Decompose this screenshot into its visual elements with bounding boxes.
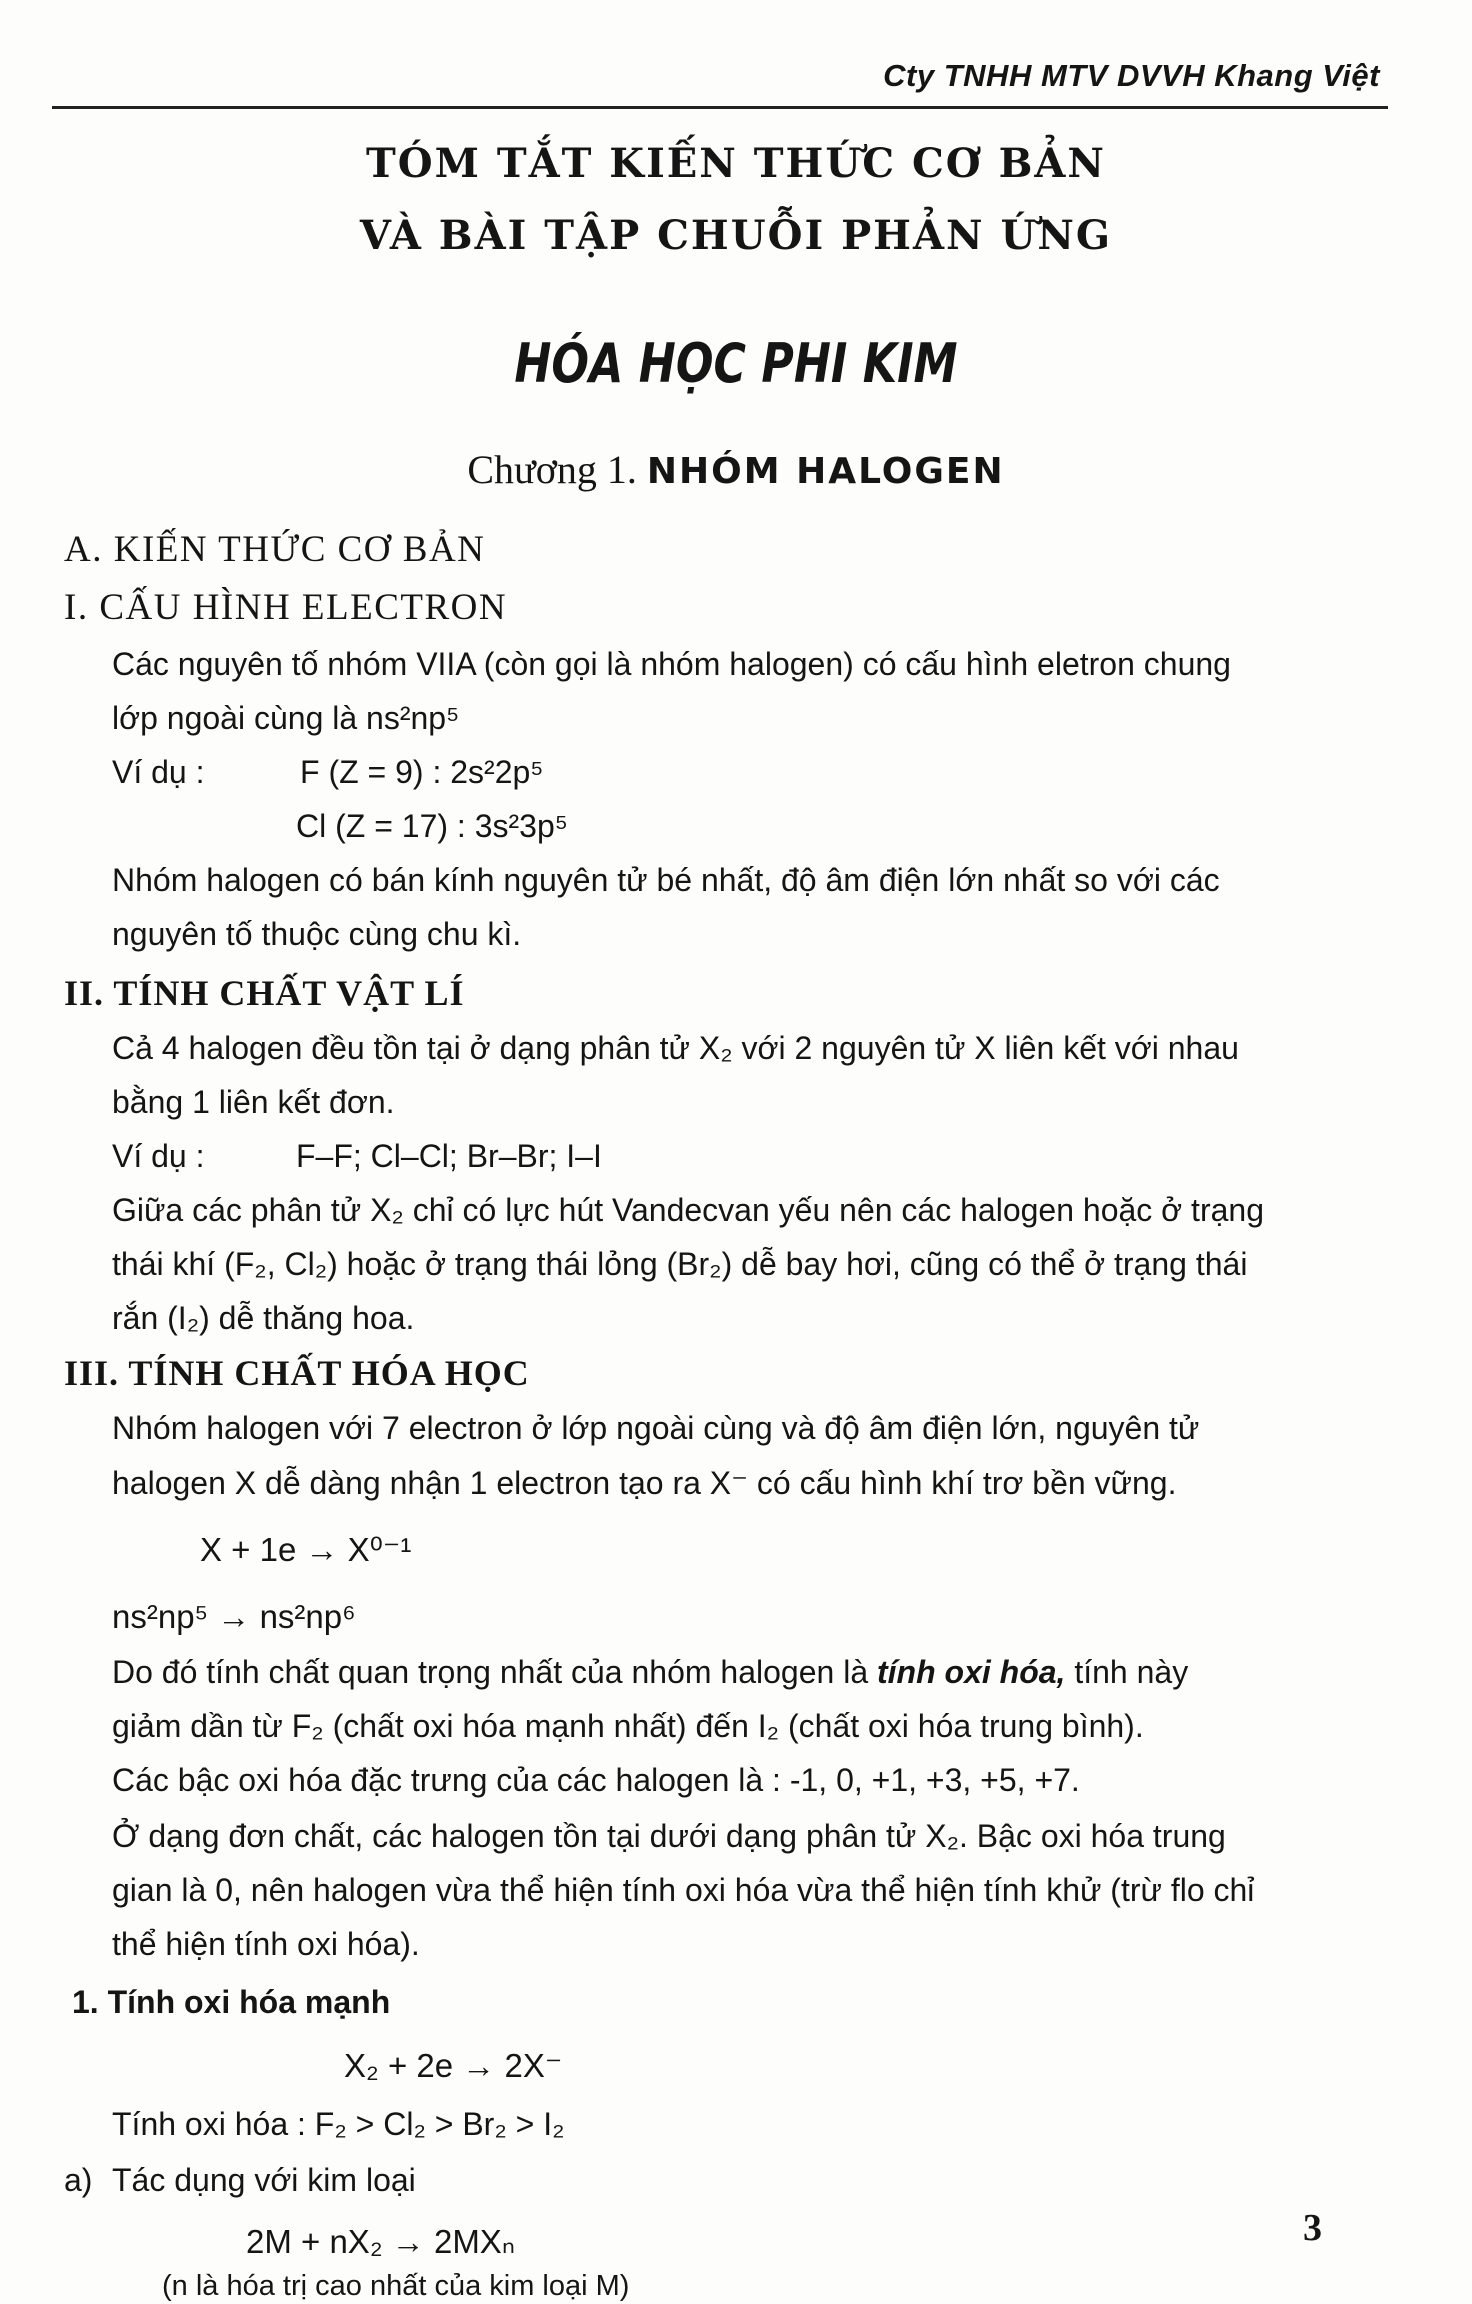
equation: 2M + nX₂ → 2MXₙ <box>246 2223 515 2260</box>
paragraph-line: Nhóm halogen có bán kính nguyên tử bé nhất, độ âm điện lớn nhất so với các <box>112 862 1220 898</box>
paragraph-line: Ở dạng đơn chất, các halogen tồn tại dưới dạng phân tử X₂. Bậc oxi hóa trung <box>112 1818 1226 1854</box>
item-label: a) <box>64 2162 93 2198</box>
title-line-1: TÓM TẮT KIẾN THỨC CƠ BẢN <box>366 140 1106 187</box>
paragraph-line: Các nguyên tố nhóm VIIA (còn gọi là nhóm halogen) có cấu hình eletron chung <box>112 646 1231 682</box>
paragraph-line: Nhóm halogen với 7 electron ở lớp ngoài cùng và độ âm điện lớn, nguyên tử <box>112 1410 1200 1446</box>
page-number: 3 <box>1303 2207 1322 2249</box>
note: (n là hóa trị cao nhất của kim loại M) <box>162 2270 630 2302</box>
running-header: Cty TNHH MTV DVVH Khang Việt <box>883 58 1380 93</box>
emphasis-oxidation: tính oxi hóa, <box>877 1654 1066 1690</box>
paragraph-line: thể hiện tính oxi hóa). <box>112 1926 420 1962</box>
paragraph-line: Cả 4 halogen đều tồn tại ở dạng phân tử X₂ với 2 nguyên tử X liên kết với nhau <box>112 1030 1239 1066</box>
subject-title: HÓA HỌC PHI KIM <box>514 332 958 395</box>
paragraph-line: halogen X dễ dàng nhận 1 electron tạo ra X⁻ có cấu hình khí trơ bền vững. <box>112 1465 1177 1501</box>
title-line-2: VÀ BÀI TẬP CHUỖI PHẢN ỨNG <box>359 212 1113 259</box>
paragraph-line: lớp ngoài cùng là ns²np⁵ <box>112 700 460 736</box>
paragraph-line: nguyên tố thuộc cùng chu kì. <box>112 916 522 952</box>
section-1-heading: I. CẤU HÌNH ELECTRON <box>64 587 508 628</box>
example-config: Cl (Z = 17) : 3s²3p⁵ <box>296 808 569 844</box>
paragraph-line: Do đó tính chất quan trọng nhất của nhóm halogen là tính oxi hóa, tính này <box>112 1654 1189 1690</box>
equation: ns²np⁵ → ns²np⁶ <box>112 1598 356 1635</box>
equation: X₂ + 2e → 2X⁻ <box>344 2047 563 2084</box>
paragraph-line: Giữa các phân tử X₂ chỉ có lực hút Vandecvan yếu nên các halogen hoặc ở trạng <box>112 1192 1264 1228</box>
paragraph-line: gian là 0, nên halogen vừa thể hiện tính oxi hóa vừa thể hiện tính khử (trừ flo chỉ <box>112 1872 1255 1908</box>
example-label: Ví dụ : <box>112 754 205 790</box>
section-a-heading: A. KIẾN THỨC CƠ BẢN <box>64 529 486 570</box>
section-3-heading: III. TÍNH CHẤT HÓA HỌC <box>64 1353 530 1393</box>
paragraph-line: giảm dần từ F₂ (chất oxi hóa mạnh nhất) đến I₂ (chất oxi hóa trung bình). <box>112 1708 1144 1744</box>
chapter-name: NHÓM HALOGEN <box>646 451 1005 492</box>
chapter-heading <box>0 446 1472 493</box>
example-config: F (Z = 9) : 2s²2p⁵ <box>300 754 544 790</box>
section-2-heading: II. TÍNH CHẤT VẬT LÍ <box>64 973 465 1013</box>
equation: X + 1e → X⁰⁻¹ <box>200 1531 412 1568</box>
paragraph-line: Các bậc oxi hóa đặc trưng của các halogen là : -1, 0, +1, +3, +5, +7. <box>112 1762 1080 1798</box>
subsection-1-heading: 1. Tính oxi hóa mạnh <box>72 1984 391 2020</box>
chapter-prefix: Chương 1. <box>467 447 637 492</box>
example-bonds: F–F; Cl–Cl; Br–Br; I–I <box>296 1138 602 1174</box>
paragraph-line: bằng 1 liên kết đơn. <box>112 1084 395 1120</box>
item-text: Tác dụng với kim loại <box>112 2162 416 2198</box>
example-label: Ví dụ : <box>112 1138 205 1174</box>
header-rule <box>52 106 1388 109</box>
paragraph-line: thái khí (F₂, Cl₂) hoặc ở trạng thái lỏng (Br₂) dễ bay hơi, cũng có thể ở trạng thái <box>112 1246 1248 1282</box>
oxidation-order: Tính oxi hóa : F₂ > Cl₂ > Br₂ > I₂ <box>112 2106 565 2142</box>
paragraph-line: rắn (I₂) dễ thăng hoa. <box>112 1300 415 1336</box>
